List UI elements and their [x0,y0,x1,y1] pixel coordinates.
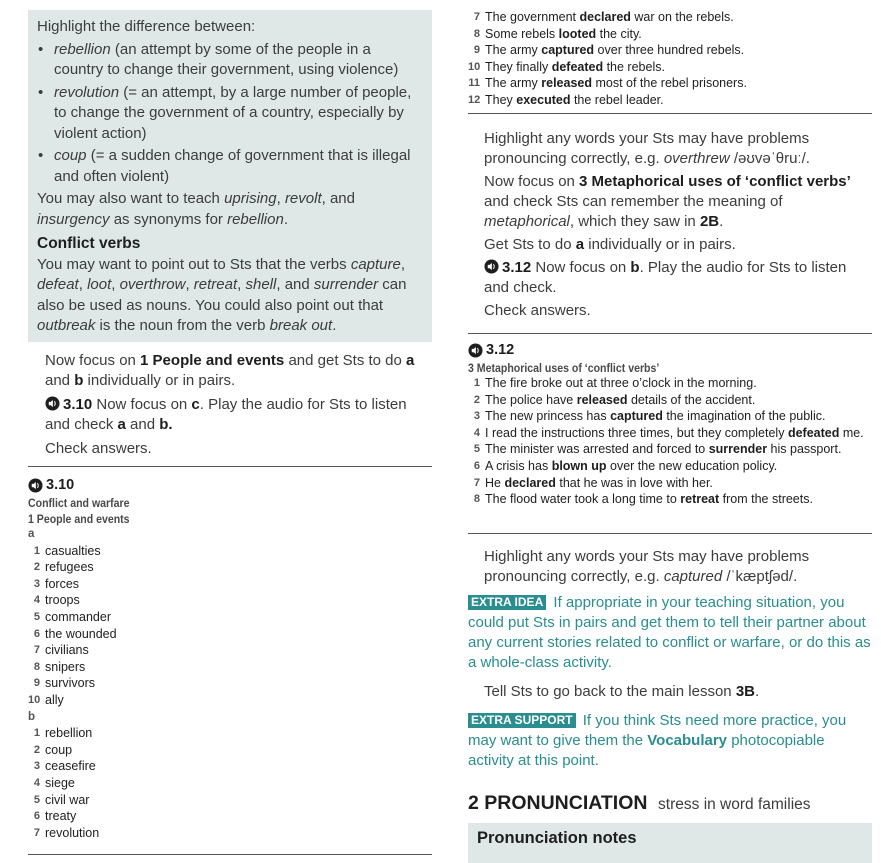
item-text: The police have [485,392,577,407]
list-item [468,408,872,425]
text: Now focus on [484,173,580,190]
text: photocopiable activity at this point. [468,732,825,769]
text: . Play the audio for Sts to listen and check [45,396,407,433]
list-item [28,626,432,643]
item-text: commander [45,609,111,624]
item-text: me. [839,425,864,440]
item-text: most of the rebel prisoners. [592,76,747,91]
list-item [28,659,432,676]
item-text: coup [45,742,73,757]
item-number: 11 [468,77,480,90]
text: You may also want to teach [37,190,225,207]
item-text: refugees [45,560,94,575]
text: . Play the audio for Sts to listen and check. [484,259,847,296]
answer-list [468,9,872,109]
audio-icon[interactable] [28,478,43,493]
item-text: civilians [45,643,89,658]
definition: (an attempt by some of the people in a country to change their government, using violence) [54,40,399,78]
list-item [28,742,432,759]
instruction-paragraph [468,682,872,702]
list-item [28,642,432,659]
word: uprising [224,190,277,207]
instruction-paragraph: Check answers. [45,440,152,457]
word: insurgency [37,210,110,228]
item-number: 4 [33,594,40,607]
word: captured [663,568,723,585]
transcript-3-10 [28,477,432,841]
word: overthrew [663,150,730,167]
phonetic: /ˈkæptʃəd/. [722,568,798,585]
item-number: 8 [473,493,480,506]
item-text: ceasefire [45,759,96,774]
list-item [468,475,872,492]
audio-icon[interactable] [484,259,499,274]
key-verb: released [541,76,592,91]
text: a [575,236,585,253]
item-text: civil war [45,792,90,807]
list-item [468,92,872,109]
text: , [111,276,120,293]
divider [468,113,872,114]
instruction-paragraph [484,258,869,298]
item-number: 3 [473,410,480,423]
item-text: The army [485,43,542,58]
item-text: the city. [596,26,642,41]
list-item [468,26,872,43]
list-item [28,675,432,692]
extra-idea [468,593,872,673]
item-number: 1 [473,377,480,389]
text: individually or in pairs. [584,236,736,253]
text: If appropriate in your teaching situation, you could put Sts in pairs and get them to tell their partner about any current stories related to conflict or warfare, or do this as a whole-class activity. [468,594,871,671]
instruction-paragraph [45,395,435,435]
text: , [78,276,88,293]
key-verb: declared [504,475,556,490]
item-text: his passport. [767,442,842,457]
transcript-heading: Conflict and warfare [28,496,130,510]
item-text: over three hundred rebels. [594,43,745,58]
text: , [276,190,285,207]
word: defeat [37,276,79,293]
text: , which they saw in [569,213,700,230]
text: Now focus on [45,352,141,369]
text: . [719,213,724,230]
list-item [468,425,872,442]
word: rebellion [227,210,284,228]
word: metaphorical [484,213,570,230]
text: Highlight any words your Sts may have problems pronouncing correctly, e.g. [484,130,810,167]
key-verb: looted [558,26,597,41]
item-text: treaty [45,809,77,824]
audio-ref: 3.12 [502,259,532,276]
item-text: The army [485,76,542,91]
notes-intro: Highlight the difference between: [37,18,256,35]
conflict-verbs-note [37,255,424,337]
word: retreat [193,276,238,293]
notes-bullet [37,146,424,187]
answer-list-a [28,543,432,709]
item-number: 8 [33,660,40,673]
item-number: 1 [33,544,40,557]
text: b [630,259,640,276]
word: revolt [284,190,322,207]
list-item [28,559,432,576]
extra-support-badge: EXTRA SUPPORT [468,713,576,728]
item-number: 1 [33,727,40,740]
instruction-paragraph [45,351,435,391]
vocabulary-notes-box [28,10,432,342]
key-verb: surrender [708,442,768,457]
list-item [28,692,432,709]
lesson-instructions-right [484,129,869,324]
audio-icon[interactable] [468,343,483,358]
key-verb: declared [579,10,631,24]
item-number: 6 [33,627,40,640]
item-number: 2 [33,743,40,756]
item-text: siege [45,775,75,790]
word: loot [87,276,112,293]
item-text: He [485,475,505,490]
item-number: 2 [33,561,40,574]
divider [28,466,432,467]
text: and check Sts can remember the meaning of [484,193,783,210]
text: If you think Sts need more practice, you may want to give them the [468,712,847,749]
item-text: war on the rebels. [630,10,734,24]
divider [28,854,432,855]
text: 2B [699,213,720,230]
key-verb: retreat [680,492,720,507]
synonyms-note [37,189,424,230]
item-text: casualties [45,543,101,558]
item-text: survivors [45,676,96,691]
definition: (= a sudden change of government that is illegal and often violent) [54,147,411,185]
transcript-title [468,342,872,358]
text: Vocabulary [647,732,728,749]
section-heading [468,792,811,815]
text: a [406,352,415,369]
item-number: 5 [473,443,480,456]
definition: (= an attempt, by a large number of people, to change the government of a country, especially by violent action) [54,83,412,142]
list-item [28,576,432,593]
notes-bullet [37,40,424,81]
item-text: revolution [45,825,100,840]
text: . [755,683,760,700]
list-item [28,609,432,626]
item-number: 6 [33,810,40,823]
item-number: 9 [33,677,40,690]
item-text: the imagination of the public. [662,409,826,424]
text: individually or in pairs. [83,372,236,389]
item-text: rebellion [45,726,93,741]
instruction-paragraph: Check answers. [484,302,591,319]
item-text: the rebels. [603,59,665,74]
extra-idea-badge: EXTRA IDEA [468,595,546,610]
text: and get Sts to do [284,352,407,369]
box-title: Pronunciation notes [477,829,637,847]
word: capture [350,255,401,273]
list-item [468,75,872,92]
item-text: over the new education policy. [606,458,778,473]
instruction-paragraph [484,235,869,255]
word: overthrow [119,276,186,293]
conflict-verbs-heading: Conflict verbs [37,235,141,252]
text: , [185,276,194,293]
text: , and [276,276,314,293]
text: 3 Metaphorical uses of ‘conflict verbs’ [579,173,851,190]
item-text: A crisis has [485,458,552,473]
text: Now focus on [92,396,192,413]
item-text: ally [45,692,64,707]
item-number: 7 [473,11,480,23]
text: , and [321,190,355,207]
item-text: The fire broke out at three o’clock in the morning. [485,376,757,390]
item-text: They [485,92,517,107]
item-number: 3 [33,760,40,773]
term-rebellion: rebellion [54,40,111,58]
term-coup: coup [54,147,87,164]
item-text: troops [45,593,80,608]
notes-bullet-list [37,40,424,188]
transcript-heading: 3 Metaphorical uses of ‘conflict verbs’ [468,361,660,375]
item-number: 5 [33,610,40,623]
audio-ref: 3.10 [63,396,93,413]
key-verb: defeated [551,59,604,74]
text: and [45,372,75,389]
answer-list-b [28,725,432,841]
text: . [283,210,288,228]
text: c [191,396,200,413]
text: as synonyms for [109,210,228,228]
item-text: the rebel leader. [570,92,664,107]
instruction-paragraph [484,129,869,169]
list-item [28,775,432,792]
lesson-instructions-left [45,351,435,463]
text: You may want to point out to Sts that the verbs [37,255,351,273]
item-text: from the streets. [719,492,813,507]
text: 1 People and events [140,352,285,369]
text: , [400,255,406,273]
text: Tell Sts to go back to the main lesson [484,683,736,700]
extra-support [468,711,872,771]
section-subtitle: stress in word families [658,796,811,813]
instruction-paragraph [484,172,869,232]
word: outbreak [37,317,96,334]
section-title: 2 PRONUNCIATION [468,792,648,814]
item-number: 7 [473,476,480,489]
item-text: They finally [485,59,552,74]
text: a [117,416,126,433]
list-item [468,59,872,76]
item-number: 6 [473,459,480,472]
pronunciation-notes-box [468,823,872,863]
item-text: snipers [45,659,86,674]
item-text: forces [45,576,80,591]
word: surrender [313,276,379,293]
item-text: The flood water took a long time to [485,492,681,507]
key-verb: captured [541,43,595,58]
list-item [468,491,872,508]
item-text: The minister was arrested and forced to [485,442,709,457]
key-verb: released [576,392,628,407]
item-text: that he was in love with her. [555,475,713,490]
list-item [468,42,872,59]
list-item [468,392,872,409]
list-item [468,375,872,392]
text: 3B [735,683,755,700]
phonetic: /əʊvəˈθruː/. [729,150,810,167]
item-text: The new princess has [485,409,611,424]
item-text: details of the accident. [627,392,756,407]
divider [468,333,872,334]
item-text: I read the instructions three times, but they completely [485,425,788,440]
text: , [237,276,246,293]
list-item [28,592,432,609]
item-number: 5 [33,793,40,806]
key-verb: blown up [551,458,607,473]
key-verb: captured [610,409,663,424]
item-number: 4 [473,426,480,439]
text: b. [159,416,173,433]
lesson-instructions-right-2 [468,547,872,774]
item-number: 9 [473,44,480,57]
key-verb: defeated [787,425,840,440]
transcript-title [28,477,432,493]
word: break out [269,317,333,334]
audio-icon[interactable] [45,396,60,411]
item-number: 7 [33,644,40,657]
item-number: 4 [33,776,40,789]
text: . [332,317,337,334]
item-text: Some rebels [485,26,559,41]
item-number: 3 [33,577,40,590]
transcript-subheading: 1 People and events [28,512,130,526]
list-item [28,543,432,560]
transcript-continued [468,9,872,109]
text: Get Sts to do [484,236,576,253]
item-number: 10 [28,693,41,706]
text: b [74,372,84,389]
text: is the noun from the verb [95,317,270,334]
divider [468,533,872,534]
item-number: 8 [473,27,480,40]
text: Highlight any words your Sts may have problems pronouncing correctly, e.g. [484,548,810,585]
instruction-paragraph [468,547,872,587]
text: and [125,416,160,433]
item-number: 10 [468,60,481,73]
answer-list [468,375,872,508]
list-item [28,725,432,742]
list-item [28,758,432,775]
item-number: 12 [468,93,481,106]
term-revolution: revolution [54,83,120,101]
item-number: 2 [473,393,480,406]
list-item [468,441,872,458]
item-number: 7 [33,826,40,839]
item-text: The government [485,10,580,24]
list-item [468,9,872,26]
notes-bullet [37,83,424,145]
list-item [28,792,432,809]
audio-ref: 3.10 [46,477,75,493]
part-label-b: b [28,710,36,723]
audio-ref: 3.12 [486,342,515,358]
text: Now focus on [531,259,631,276]
transcript-3-12 [468,342,872,508]
item-text: the wounded [45,626,117,641]
list-item [28,808,432,825]
key-verb: executed [516,92,571,107]
text: can also be used as nouns. You could also point out that [37,276,407,314]
list-item [468,458,872,475]
word: shell [245,276,277,293]
part-label-a: a [28,528,35,540]
list-item [28,825,432,842]
